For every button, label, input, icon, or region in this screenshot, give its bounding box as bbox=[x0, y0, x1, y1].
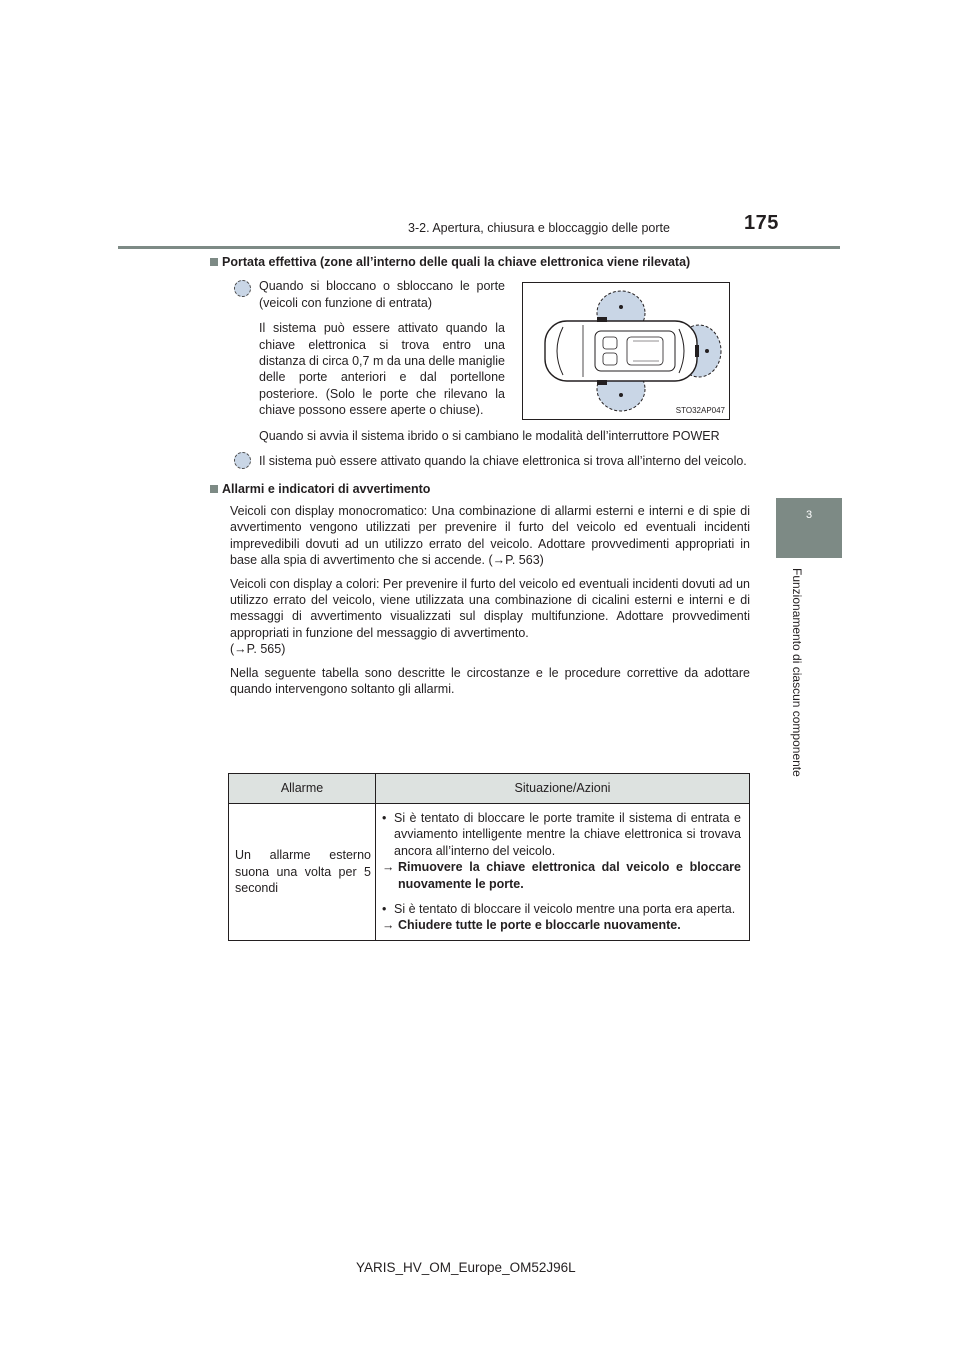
arrow-right-icon: → bbox=[382, 918, 395, 933]
detection-range-figure bbox=[522, 282, 730, 420]
alarms-paragraph-2-ref: (→P. 565) bbox=[230, 642, 286, 657]
alarms-paragraph-3: Nella seguente tabella sono descritte le circostanze e le procedure correttive da adottare quando intervengono soltanto gli allarmi. bbox=[230, 665, 750, 696]
range-zone-icon bbox=[234, 280, 251, 297]
square-bullet-icon bbox=[210, 485, 218, 493]
square-bullet-icon bbox=[210, 258, 218, 266]
arrow-right-icon: → bbox=[382, 860, 395, 875]
bullet-icon: • bbox=[382, 902, 387, 917]
range-item-1-title: Quando si bloccano o sbloccano le porte (veicoli con funzione di entrata) bbox=[259, 279, 505, 310]
situation-2: • Si è tentato di bloccare il veicolo mentre una porta era aperta. bbox=[382, 902, 736, 917]
range-item-1 bbox=[210, 278, 505, 418]
car-top-view-illustration bbox=[523, 283, 729, 419]
alarms-paragraph-1: Veicoli con display monocromatico: Una combinazione di allarmi esterni e interni e di spie di avvertimento vengono utilizzati per prevenire il furto del veicolo ed eventuali incidenti imprevedibili dovuti ad un utilizzo errato del veicolo. Adottare provvedimenti appropriati in base alla spia di avvertimento che si accende. (→P. 563) bbox=[230, 503, 750, 568]
table-header-situation: Situazione/Azioni bbox=[376, 774, 750, 804]
alarms-paragraph-2: Veicoli con display a colori: Per prevenire il furto del veicolo ed eventuali incidenti dovuti ad un utilizzo errato del veicolo, viene utilizzata una combinazione di cicalini esterni e interni e di messaggi di avvertimento visualizzati sul display multifunzione. Adottare provvedimenti appropriati in funzione del messaggio di avvertimento. bbox=[230, 576, 750, 640]
range-item-2 bbox=[210, 428, 750, 470]
header-rule bbox=[118, 246, 840, 249]
bullet-icon: • bbox=[382, 811, 387, 825]
range-item-2-text: Il sistema può essere attivato quando la chiave elettronica si trova all’interno del veicolo. bbox=[259, 454, 747, 469]
situation-cell bbox=[376, 804, 750, 941]
table-header-alarm: Allarme bbox=[229, 774, 376, 804]
range-heading: Portata effettiva (zone all’interno delle quali la chiave elettronica viene rilevata) bbox=[210, 254, 750, 270]
range-item-2-title: Quando si avvia il sistema ibrido o si cambiano le modalità dell’interruttore POWER bbox=[259, 428, 720, 443]
chapter-number: 3 bbox=[805, 509, 813, 521]
situation-1: • Si è tentato di bloccare le porte tramite il sistema di entrata e avviamento intelligente mentre la chiave elettronica si trovava ancora all’interno del veicolo. bbox=[382, 811, 741, 858]
alarm-cell: Un allarme esterno suona una volta per 5 secondi bbox=[229, 804, 376, 941]
chapter-tab bbox=[776, 498, 842, 558]
chapter-label: Funzionamento di ciascun componente bbox=[790, 568, 804, 777]
alarm-table bbox=[228, 773, 750, 941]
document-code: YARIS_HV_OM_Europe_OM52J96L bbox=[356, 1260, 576, 1275]
figure-code: STO32AP047 bbox=[675, 406, 725, 415]
cabin-zone-icon bbox=[234, 452, 251, 469]
action-2: → Chiudere tutte le porte e bloccarle nuovamente. bbox=[382, 918, 681, 933]
alarms-heading: Allarmi e indicatori di avvertimento bbox=[210, 481, 750, 497]
action-1: → Rimuovere la chiave elettronica dal veicolo e bloccare nuovamente le porte. bbox=[382, 860, 741, 891]
range-item-1-text: Il sistema può essere attivato quando la chiave elettronica si trova entro una distanza di circa 0,7 m da una delle maniglie delle porte anteriori e dal portellone posteriore. (Solo le porte che rilevano la chiave possono essere aperte o chiuse). bbox=[259, 321, 505, 418]
section-title: 3-2. Apertura, chiusura e bloccaggio delle porte bbox=[408, 221, 670, 235]
table-row bbox=[229, 804, 750, 941]
page-number: 175 bbox=[744, 212, 779, 234]
